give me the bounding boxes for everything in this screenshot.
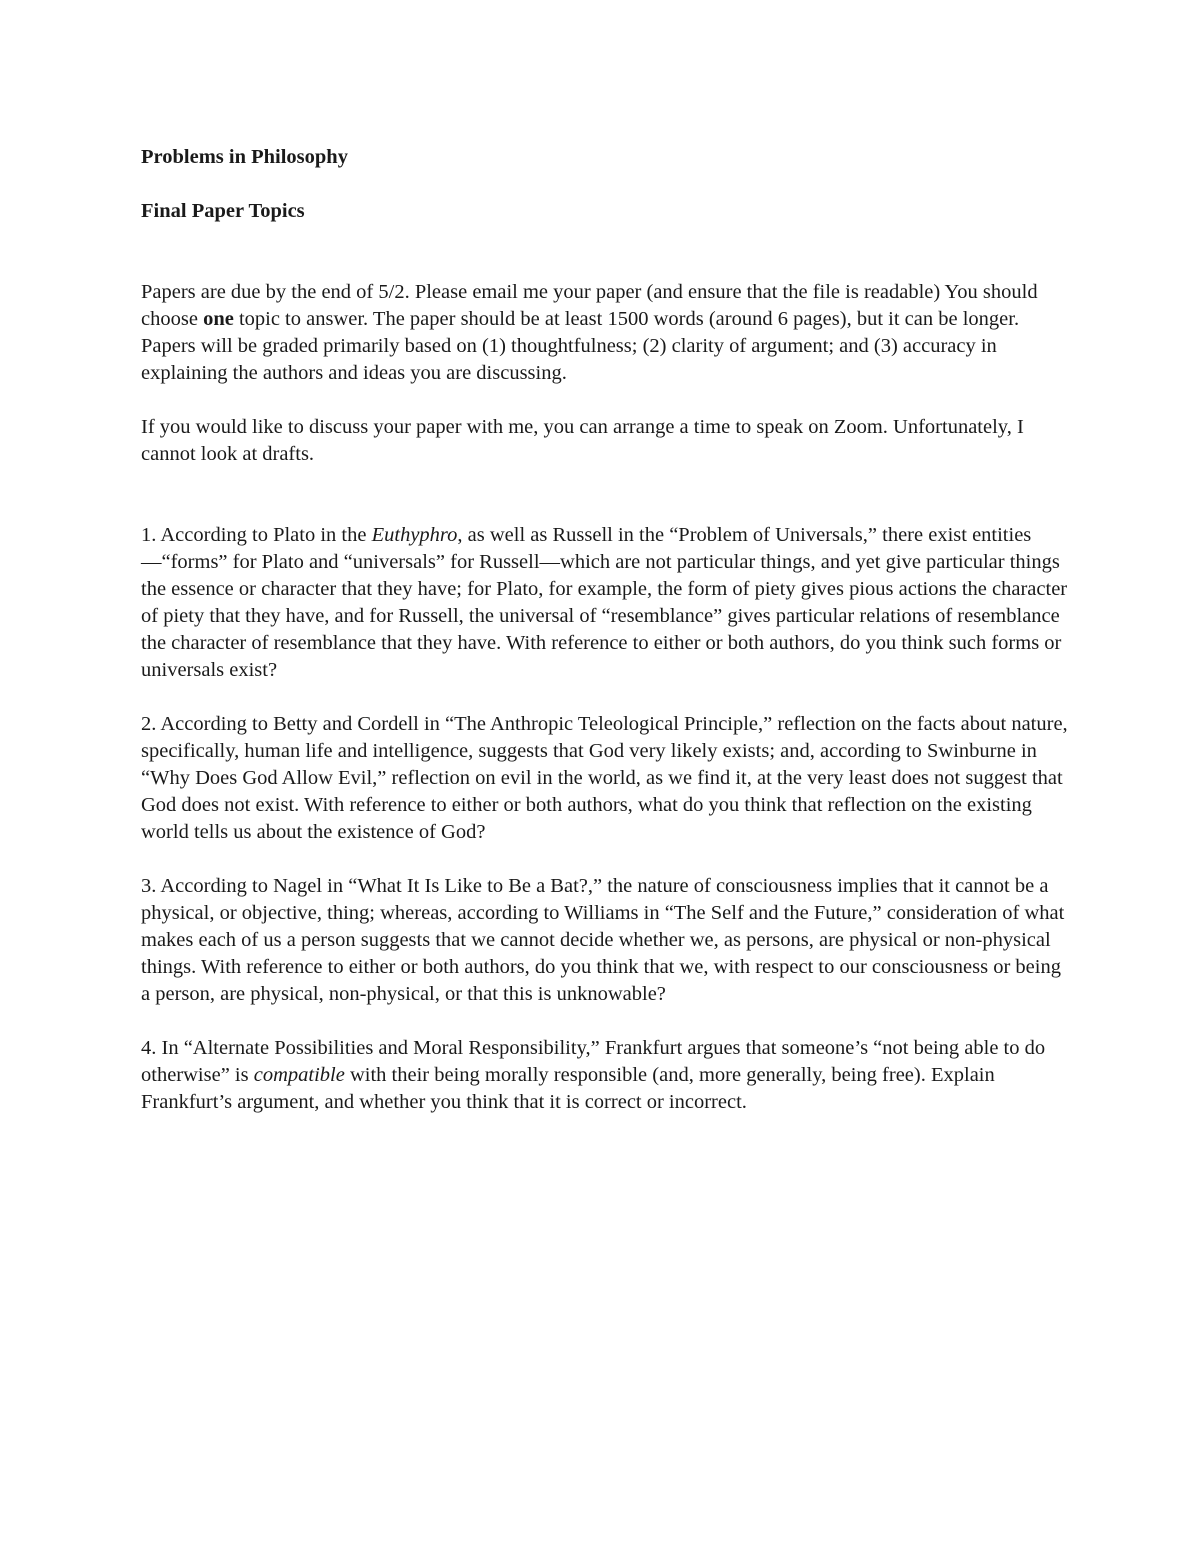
document-subtitle: Final Paper Topics: [141, 200, 305, 222]
topic-4-text-start: 4. In “Alternate Possibilities and Moral Responsibility,” Frankfurt argues that someone’s “not being able to do otherwise” is: [141, 1037, 1046, 1086]
intro-text-start: Papers are due by the end of 5/2. Please email me your paper (and ensure that the file is readable) You should choose: [141, 281, 1038, 330]
topic-4-text-end: with their being morally responsible (and, more generally, being free). Explain Frankfurt’s argument, and whether you think that it is correct or incorrect.: [141, 1064, 995, 1113]
discussion-paragraph: If you would like to discuss your paper with me, you can arrange a time to speak on Zoom. Unfortunately, I cannot look at drafts.: [141, 416, 1024, 465]
course-title: Problems in Philosophy: [141, 146, 348, 168]
topic-2: 2. According to Betty and Cordell in “The Anthropic Teleological Principle,” reflection on the facts about nature, specifically, human life and intelligence, suggests that God very likely exists; and, according to Swinburne in “Why Does God Allow Evil,” reflection on evil in the world, as we find it, at the very least does not suggest that God does not exist. With reference to either or both authors, what do you think that reflection on the existing world tells us about the existence of God?: [141, 713, 1068, 843]
topic-4-emphasis: compatible: [253, 1064, 345, 1086]
topic-1-text-end: , as well as Russell in the “Problem of Universals,” there exist entities—“forms” for Plato and “universals” for Russell—which are not particular things, and yet give particular things the essence or character that they have; for Plato, for example, the form of piety gives pious actions the character of piety that they have, and for Russell, the universal of “resemblance” gives particular relations of resemblance the character of resemblance that they have. With reference to either or both authors, do you think such forms or universals exist?: [141, 524, 1068, 681]
topic-1-text-start: 1. According to Plato in the: [141, 524, 372, 546]
intro-paragraph: [141, 279, 1071, 387]
topic-1-work-title: Euthyphro: [371, 524, 458, 546]
intro-emphasis: one: [203, 308, 234, 330]
topic-3: 3. According to Nagel in “What It Is Like to Be a Bat?,” the nature of consciousness implies that it cannot be a physical, or objective, thing; whereas, according to Williams in “The Self and the Future,” consideration of what makes each of us a person suggests that we cannot decide whether we, as persons, are physical or non-physical things. With reference to either or both authors, do you think that we, with respect to our consciousness or being a person, are physical, non-physical, or that this is unknowable?: [141, 875, 1065, 1005]
topic-4: [141, 1035, 1071, 1116]
document-page: [141, 140, 1071, 1116]
intro-text-end: topic to answer. The paper should be at least 1500 words (around 6 pages), but it can be longer. Papers will be graded primarily based on (1) thoughtfulness; (2) clarity of argument; and (3) accuracy in explaining the authors and ideas you are discussing.: [141, 308, 1020, 384]
topic-1: [141, 522, 1071, 684]
